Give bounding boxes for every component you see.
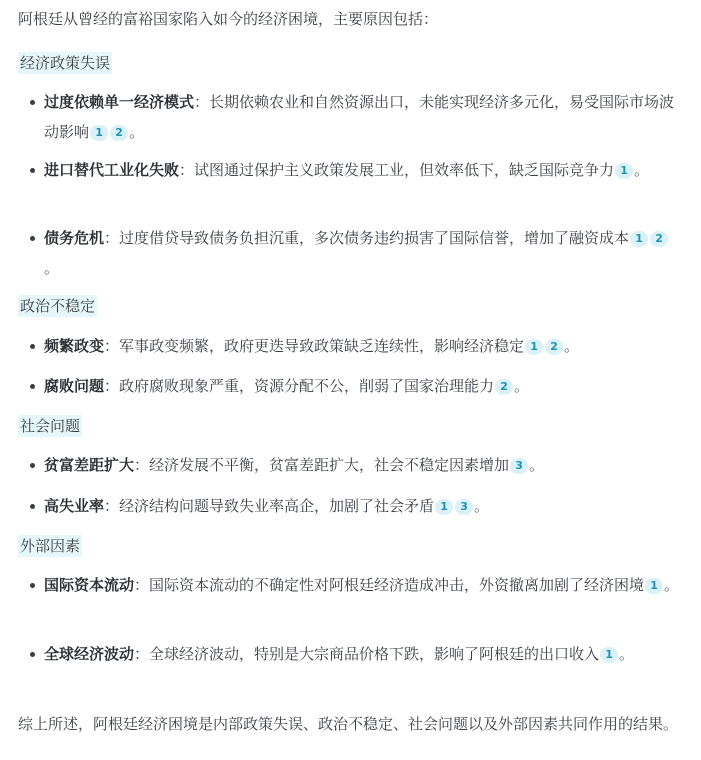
item-end: 。 [529, 456, 545, 474]
item-term: 债务危机 [44, 229, 105, 247]
item-end: 。 [664, 576, 680, 594]
list-item [44, 639, 684, 669]
item-term: 腐败问题 [44, 377, 105, 395]
section-title-political-instability: 政治不稳定 [20, 297, 96, 315]
citation-badge[interactable]: 1 [645, 578, 663, 594]
bullet-icon [30, 168, 35, 173]
item-text: ：过度借贷导致债务负担沉重，多次债务违约损害了国际信誉，增加了融资成本 [104, 229, 630, 247]
bullet-icon [30, 384, 35, 389]
item-text: ：经济结构问题导致失业率高企，加剧了社会矛盾 [104, 497, 435, 515]
list-item [44, 87, 684, 147]
list-item [44, 570, 684, 600]
citation-badge[interactable]: 1 [435, 499, 453, 515]
citation-badge[interactable]: 3 [455, 499, 473, 515]
item-text: ：国际资本流动的不确定性对阿根廷经济造成冲击，外资撤离加剧了经济困境 [134, 576, 645, 594]
bullet-icon [30, 100, 35, 105]
item-text: ：军事政变频繁，政府更迭导致政策缺乏连续性，影响经济稳定 [104, 337, 525, 355]
item-term: 频繁政变 [44, 337, 105, 355]
bullet-icon [30, 344, 35, 349]
bullet-icon [30, 652, 35, 657]
item-end: 。 [634, 161, 650, 179]
list-item [44, 450, 684, 480]
item-term: 高失业率 [44, 497, 105, 515]
item-end: 。 [129, 123, 145, 141]
item-end: 。 [474, 497, 490, 515]
item-term: 过度依赖单一经济模式 [44, 93, 195, 111]
list-item [44, 371, 684, 401]
citation-badge[interactable]: 1 [615, 163, 633, 179]
list-item [44, 331, 684, 361]
item-term: 贫富差距扩大 [44, 456, 135, 474]
citation-badge[interactable]: 1 [630, 231, 648, 247]
item-end: 。 [619, 645, 635, 663]
summary-paragraph: 综上所述，阿根廷经济困境是内部政策失误、政治不稳定、社会问题以及外部因素共同作用的结果。 [18, 715, 679, 733]
item-end: 。 [44, 259, 60, 277]
bullet-icon [30, 504, 35, 509]
citation-badge[interactable]: 2 [650, 231, 668, 247]
item-text: ：试图通过保护主义政策发展工业，但效率低下，缺乏国际竞争力 [179, 161, 615, 179]
section-title-economic-policy: 经济政策失误 [20, 54, 111, 72]
citation-badge[interactable]: 1 [525, 339, 543, 355]
section-title-social-issues: 社会问题 [20, 417, 81, 435]
item-term: 全球经济波动 [44, 645, 135, 663]
intro-paragraph: 阿根廷从曾经的富裕国家陷入如今的经济困境，主要原因包括： [18, 10, 439, 28]
item-text: ：政府腐败现象严重，资源分配不公，削弱了国家治理能力 [104, 377, 495, 395]
bullet-icon [30, 236, 35, 241]
list-item [44, 223, 684, 283]
citation-badge[interactable]: 1 [600, 647, 618, 663]
citation-badge[interactable]: 2 [110, 125, 128, 141]
item-end: 。 [514, 377, 530, 395]
citation-badge[interactable]: 2 [545, 339, 563, 355]
list-item [44, 491, 684, 521]
citation-badge[interactable]: 2 [495, 379, 513, 395]
citation-badge[interactable]: 3 [510, 458, 528, 474]
citation-badge[interactable]: 1 [90, 125, 108, 141]
section-title-external-factors: 外部因素 [20, 537, 81, 555]
item-end: 。 [564, 337, 580, 355]
item-text: ：长期依赖农业和自然资源出口，未能实现经济多元化，易受国际市场波动影响 [44, 93, 675, 141]
bullet-icon [30, 463, 35, 468]
item-term: 国际资本流动 [44, 576, 135, 594]
item-text: ：全球经济波动，特别是大宗商品价格下跌，影响了阿根廷的出口收入 [134, 645, 600, 663]
bullet-icon [30, 583, 35, 588]
list-item [44, 155, 684, 185]
item-term: 进口替代工业化失败 [44, 161, 180, 179]
item-text: ：经济发展不平衡，贫富差距扩大，社会不稳定因素增加 [134, 456, 510, 474]
